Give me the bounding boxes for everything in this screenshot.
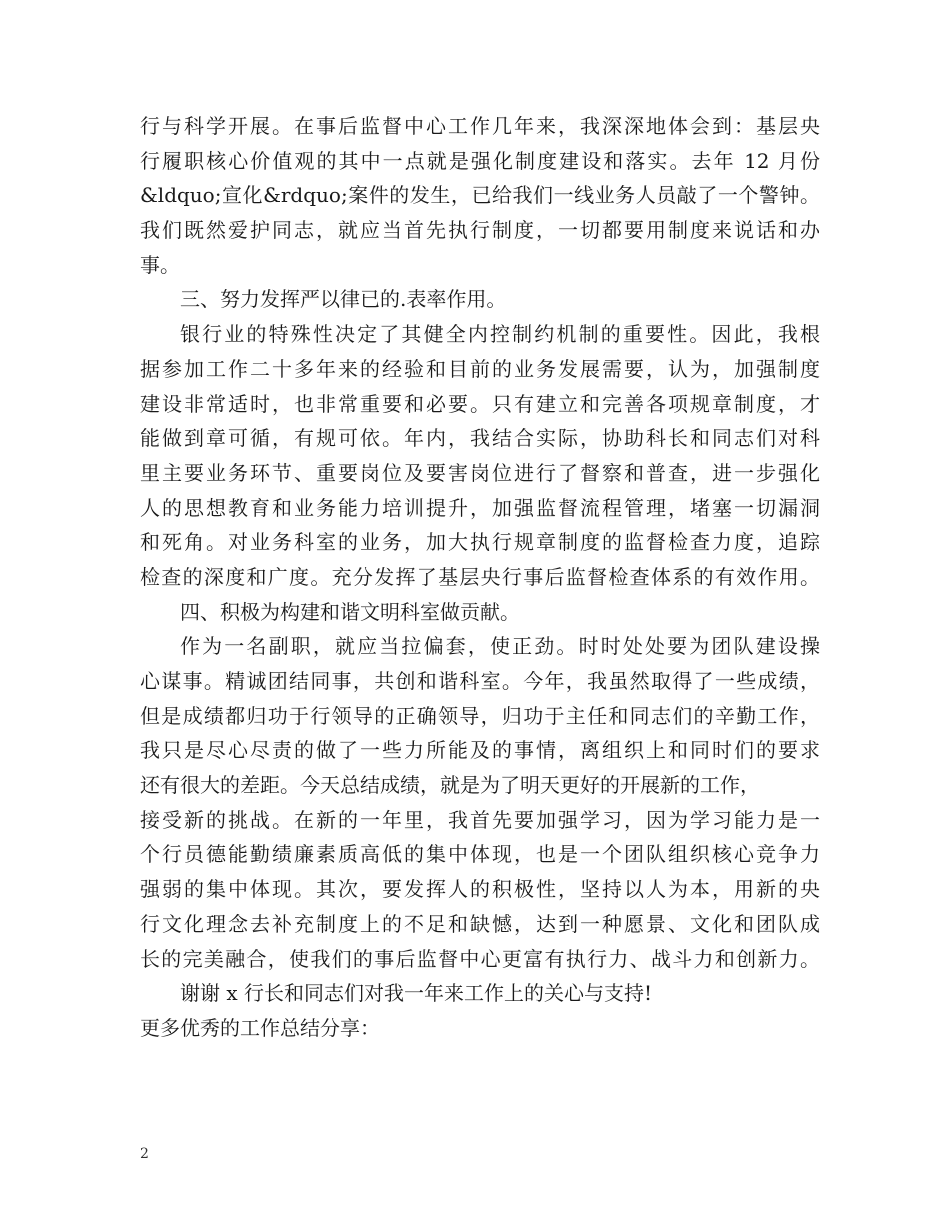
text-line: 但是成绩都归功于行领导的正确领导，归功于主任和同志们的辛勤工作， [140,703,820,728]
text-line: 还有很大的差距。今天总结成绩，就是为了明天更好的开展新的工作， [140,773,760,798]
text-line: &ldquo;宣化&rdquo;案件的发生，已给我们一线业务人员敲了一个警钟。 [140,183,820,208]
text-line: 据参加工作二十多年来的经验和目前的业务发展需要，认为，加强制度 [140,356,820,381]
text-line: 建设非常适时，也非常重要和必要。只有建立和完善各项规章制度，才 [140,391,820,416]
text-line: 我只是尽心尽责的做了一些力所能及的事情，离组织上和同时们的要求 [140,738,820,763]
text-line: 和死角。对业务科室的业务，加大执行规章制度的监督检查力度，追踪 [140,530,820,555]
text-line: 强弱的集中体现。其次，要发挥人的积极性，坚持以人为本，用新的央 [140,877,820,902]
page-number: 2 [140,1146,149,1162]
text-line: 检查的深度和广度。充分发挥了基层央行事后监督检查体系的有效作用。 [140,564,820,589]
text-line: 四、积极为构建和谐文明科室做贡献。 [180,599,520,624]
text-line: 事。 [140,252,180,277]
text-line: 里主要业务环节、重要岗位及要害岗位进行了督察和普查，进一步强化 [140,460,820,485]
text-line: 个行员德能勤绩廉素质高低的集中体现，也是一个团队组织核心竞争力 [140,842,820,867]
text-line: 能做到章可循，有规可依。年内，我结合实际，协助科长和同志们对科 [140,426,820,451]
text-line: 三、努力发挥严以律已的.表率作用。 [180,287,507,312]
text-line: 接受新的挑战。在新的一年里，我首先要加强学习，因为学习能力是一 [140,807,820,832]
text-line: 谢谢 x 行长和同志们对我一年来工作上的关心与支持! [180,981,653,1006]
text-line: 银行业的特殊性决定了其健全内控制约机制的重要性。因此，我根 [180,322,820,347]
text-line: 我们既然爱护同志，就应当首先执行制度，一切都要用制度来说话和办 [140,218,820,243]
text-line: 作为一名副职，就应当拉偏套，使正劲。时时处处要为团队建设操 [180,634,820,659]
text-line: 人的思想教育和业务能力培训提升，加强监督流程管理，堵塞一切漏洞 [140,495,820,520]
text-line: 行履职核心价值观的其中一点就是强化制度建设和落实。去年 12 月份 [140,148,820,173]
text-line: 行文化理念去补充制度上的不足和缺憾，达到一种愿景、文化和团队成 [140,911,820,936]
document-body [140,109,820,1046]
text-line: 更多优秀的工作总结分享： [140,1015,380,1040]
text-line: 长的完美融合，使我们的事后监督中心更富有执行力、战斗力和创新力。 [140,946,820,971]
text-line: 行与科学开展。在事后监督中心工作几年来，我深深地体会到：基层央 [140,114,820,138]
text-line: 心谋事。精诚团结同事，共创和谐科室。今年，我虽然取得了一些成绩， [140,669,820,693]
